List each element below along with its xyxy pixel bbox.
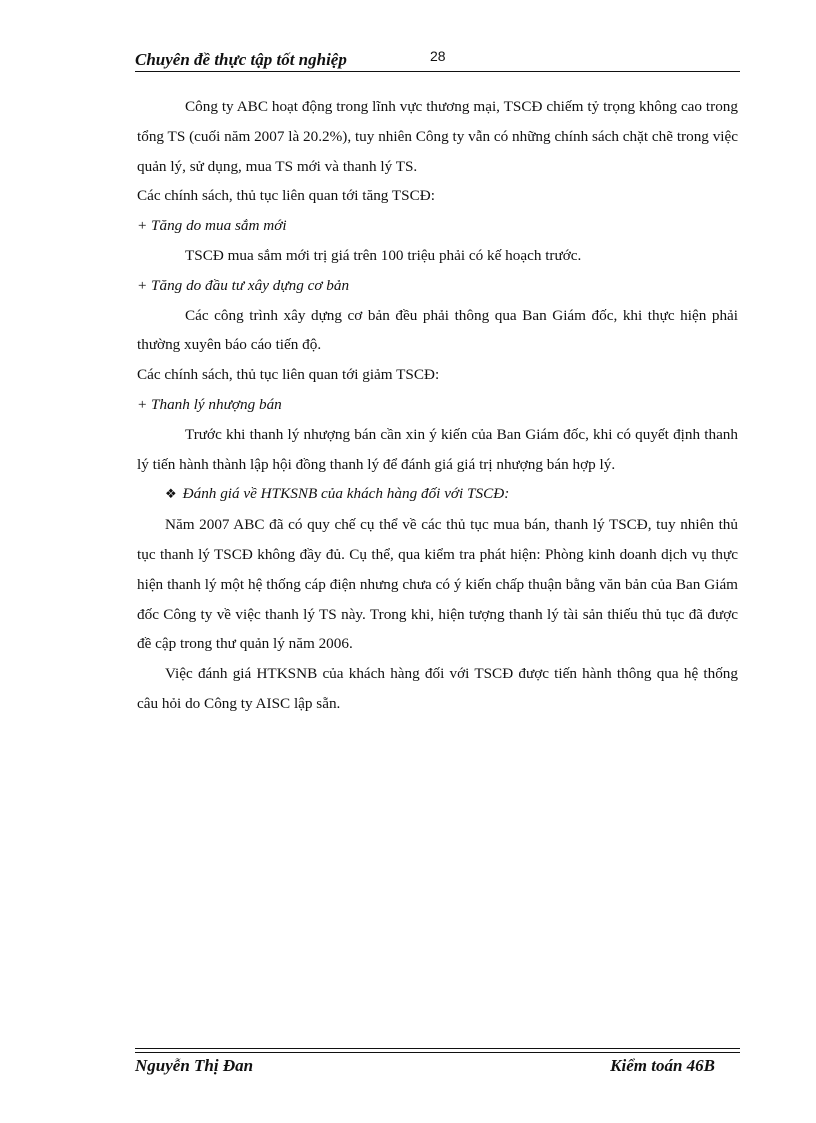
paragraph-increase-policies: Các chính sách, thủ tục liên quan tới tăng TSCĐ: [137, 187, 435, 205]
paragraph-questionnaire: Việc đánh giá HTKSNB của khách hàng đối với TSCĐ được tiến hành thông qua hệ thống câu hỏi do Công ty AISC lập sẵn. [137, 665, 738, 712]
footer-divider-thin [135, 1052, 740, 1053]
page-number: 28 [430, 48, 446, 64]
paragraph-construction: Các công trình xây dựng cơ bản đều phải thông qua Ban Giám đốc, khi thực hiện phải thường xuyên báo cáo tiến độ. [137, 306, 738, 354]
bullet-heading [137, 479, 738, 510]
header-divider [135, 71, 740, 72]
document-body [137, 92, 738, 719]
diamond-bullet-icon: ❖ [165, 487, 177, 503]
page-header [135, 46, 740, 72]
subheading-liquidation: + Thanh lý nhượng bán [137, 395, 282, 413]
paragraph-assessment: Năm 2007 ABC đã có quy chế cụ thể về các thủ tục mua bán, thanh lý TSCĐ, tuy nhiên thủ tục thanh lý TSCĐ không đầy đủ. Cụ thể, qua kiểm tra phát hiện: Phòng kinh doanh dịch vụ thực hiện thanh lý một hệ thống cáp điện nhưng chưa có ý kiến chấp thuận bằng văn bản của Ban Giám đốc Công ty về việc thanh lý TS này. Trong khi, hiện tượng thanh lý tài sản thiếu thủ tục đã được đề cập trong thư quản lý năm 2006. [137, 516, 738, 653]
bullet-heading-text: Đánh giá về HTKSNB của khách hàng đối với TSCĐ: [182, 485, 510, 503]
class-name: Kiểm toán 46B [610, 1056, 715, 1075]
page-footer [135, 1048, 740, 1078]
paragraph-liquidation: Trước khi thanh lý nhượng bán cần xin ý kiến của Ban Giám đốc, khi có quyết định thanh lý tiến hành thành lập hội đồng thanh lý để đánh giá giá trị nhượng bán hợp lý. [137, 425, 738, 473]
subheading-construction: + Tăng do đầu tư xây dựng cơ bản [137, 276, 350, 294]
author-name: Nguyễn Thị Đan [135, 1056, 254, 1075]
document-title: Chuyên đề thực tập tốt nghiệp [135, 50, 347, 69]
paragraph-overview: Công ty ABC hoạt động trong lĩnh vực thương mại, TSCĐ chiếm tỷ trọng không cao trong tổng TS (cuối năm 2007 là 20.2%), tuy nhiên Công ty vẫn có những chính sách chặt chẽ trong việc quản lý, sử dụng, mua TS mới và thanh lý TS. [137, 98, 738, 175]
footer-divider [135, 1048, 740, 1049]
subheading-purchase: + Tăng do mua sắm mới [137, 217, 287, 235]
paragraph-decrease-policies: Các chính sách, thủ tục liên quan tới giảm TSCĐ: [137, 366, 440, 384]
paragraph-purchase: TSCĐ mua sắm mới trị giá trên 100 triệu phải có kế hoạch trước. [185, 246, 582, 264]
